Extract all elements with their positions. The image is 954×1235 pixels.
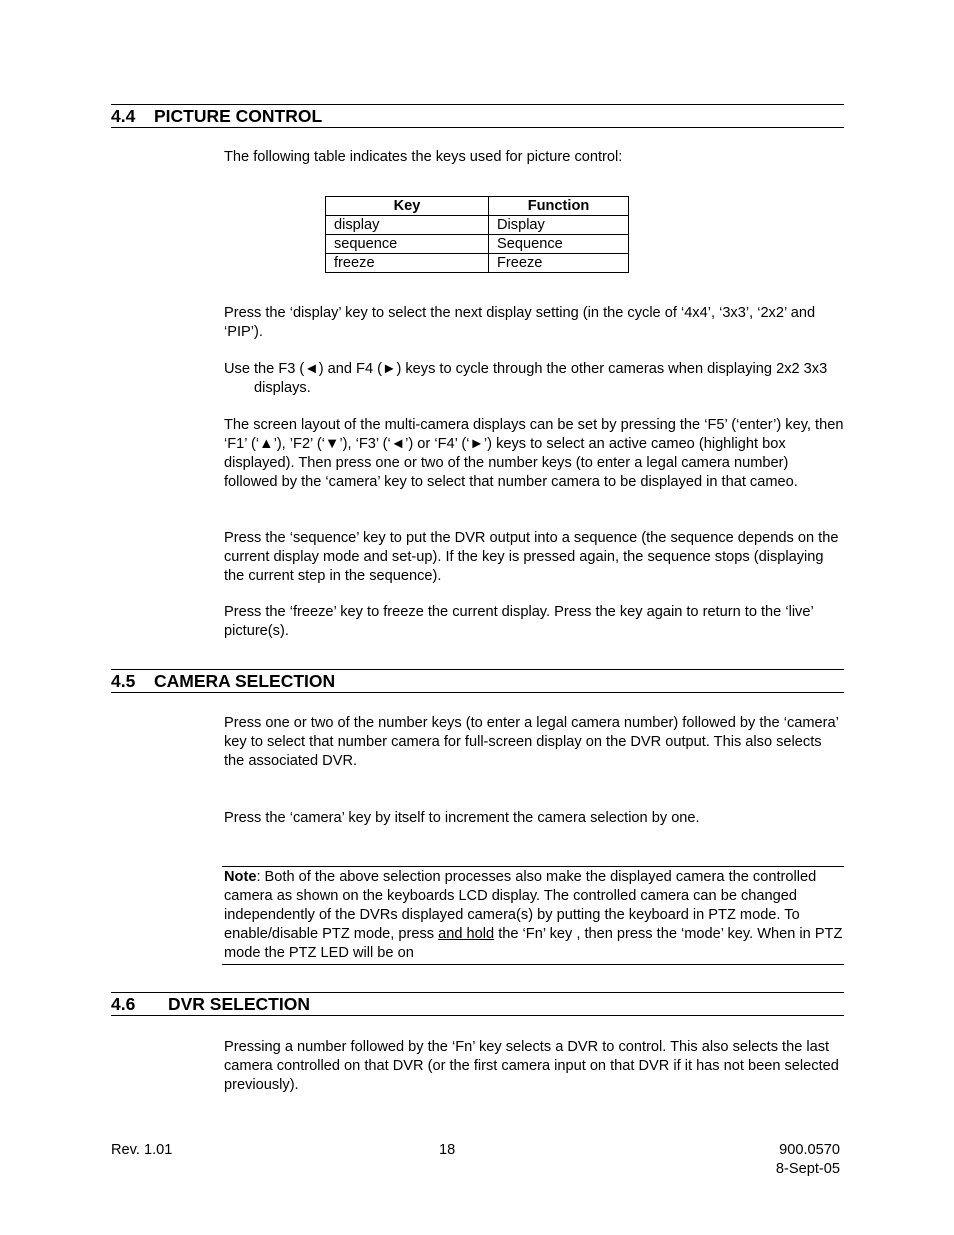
footer-page-number: 18 [439,1142,456,1158]
camera-select-paragraph: Press one or two of the number keys (to enter a legal camera number) followed by the ‘camera’ key to select that number camera for full-screen display on the DVR output. This also selects the associated DVR. [224,715,839,769]
note-text: : Both of the above selection processes also make the displayed camera the controlled camera as shown on the keyboards LCD display. The controlled camera can be changed independently of the DVRs displayed camera(s) by putting the keyboard in PTZ mode. To enable/disable PTZ mode, press [224,869,817,942]
note-underlined-text: and hold [438,926,495,942]
intro-paragraph: The following table indicates the keys used for picture control: [224,149,623,165]
table-row [326,235,629,254]
f3-f4-paragraph: Use the F3 (◄) and F4 (►) keys to cycle through the other cameras when displaying 2x2 3x3 displays. [224,361,828,396]
dvr-selection-paragraph: Pressing a number followed by the ‘Fn’ key selects a DVR to control. This also selects the last camera controlled on that DVR (or the first camera input on that DVR if it has not been selected previously). [224,1039,839,1093]
section-number: 4.4 [111,106,136,126]
footer-revision: Rev. 1.01 [111,1142,173,1158]
table-cell-key: freeze [326,254,489,273]
section-number: 4.5 [111,671,136,691]
table-row [326,254,629,273]
table-header-row [326,197,629,216]
screen-layout-paragraph: The screen layout of the multi-camera displays can be set by pressing the ‘F5’ (‘enter’) key, then ‘F1’ (‘▲’), ’F2’ (‘▼’), ‘F3’ (‘◄’) or ‘F4’ (‘►’) keys to select an active cameo (highlight box displayed). Then press one or two of the number keys (to enter a legal camera number) followed by the ‘camera’ key to select that number camera to be displayed in that cameo. [224,417,844,490]
sequence-paragraph: Press the ‘sequence’ key to put the DVR output into a sequence (the sequence depends on the current display mode and set-up). If the key is pressed again, the sequence stops (displaying the current step in the sequence). [224,530,839,584]
display-key-paragraph: Press the ‘display’ key to select the next display setting (in the cycle of ‘4x4’, ‘3x3’, ‘2x2’ and ‘PIP’). [224,305,816,340]
table-cell-key: sequence [326,235,489,254]
note-label: Note [224,869,257,885]
section-heading-4-4 [111,104,844,128]
picture-control-table [325,196,629,273]
section-heading-4-5 [111,669,844,693]
section-title: DVR SELECTION [168,994,310,1014]
table-cell-key: display [326,216,489,235]
note-text-continued: the ‘Fn’ key , then press the ‘mode’ key. When in PTZ mode the PTZ LED will be on [224,926,843,961]
table-header-function: Function [489,197,629,216]
section-title: CAMERA SELECTION [154,671,336,691]
table-cell-function: Freeze [489,254,629,273]
table-cell-function: Display [489,216,629,235]
table-header-key: Key [326,197,489,216]
freeze-paragraph: Press the ‘freeze’ key to freeze the current display. Press the key again to return to the ‘live’ picture(s). [224,604,814,639]
footer-date: 8-Sept-05 [775,1161,840,1177]
camera-increment-paragraph: Press the ‘camera’ key by itself to increment the camera selection by one. [224,810,700,826]
footer-doc-number: 900.0570 [779,1142,840,1158]
table-cell-function: Sequence [489,235,629,254]
section-title: PICTURE CONTROL [154,106,323,126]
table-row [326,216,629,235]
section-number: 4.6 [111,994,136,1014]
note-box [222,866,844,965]
section-heading-4-6 [111,992,844,1016]
